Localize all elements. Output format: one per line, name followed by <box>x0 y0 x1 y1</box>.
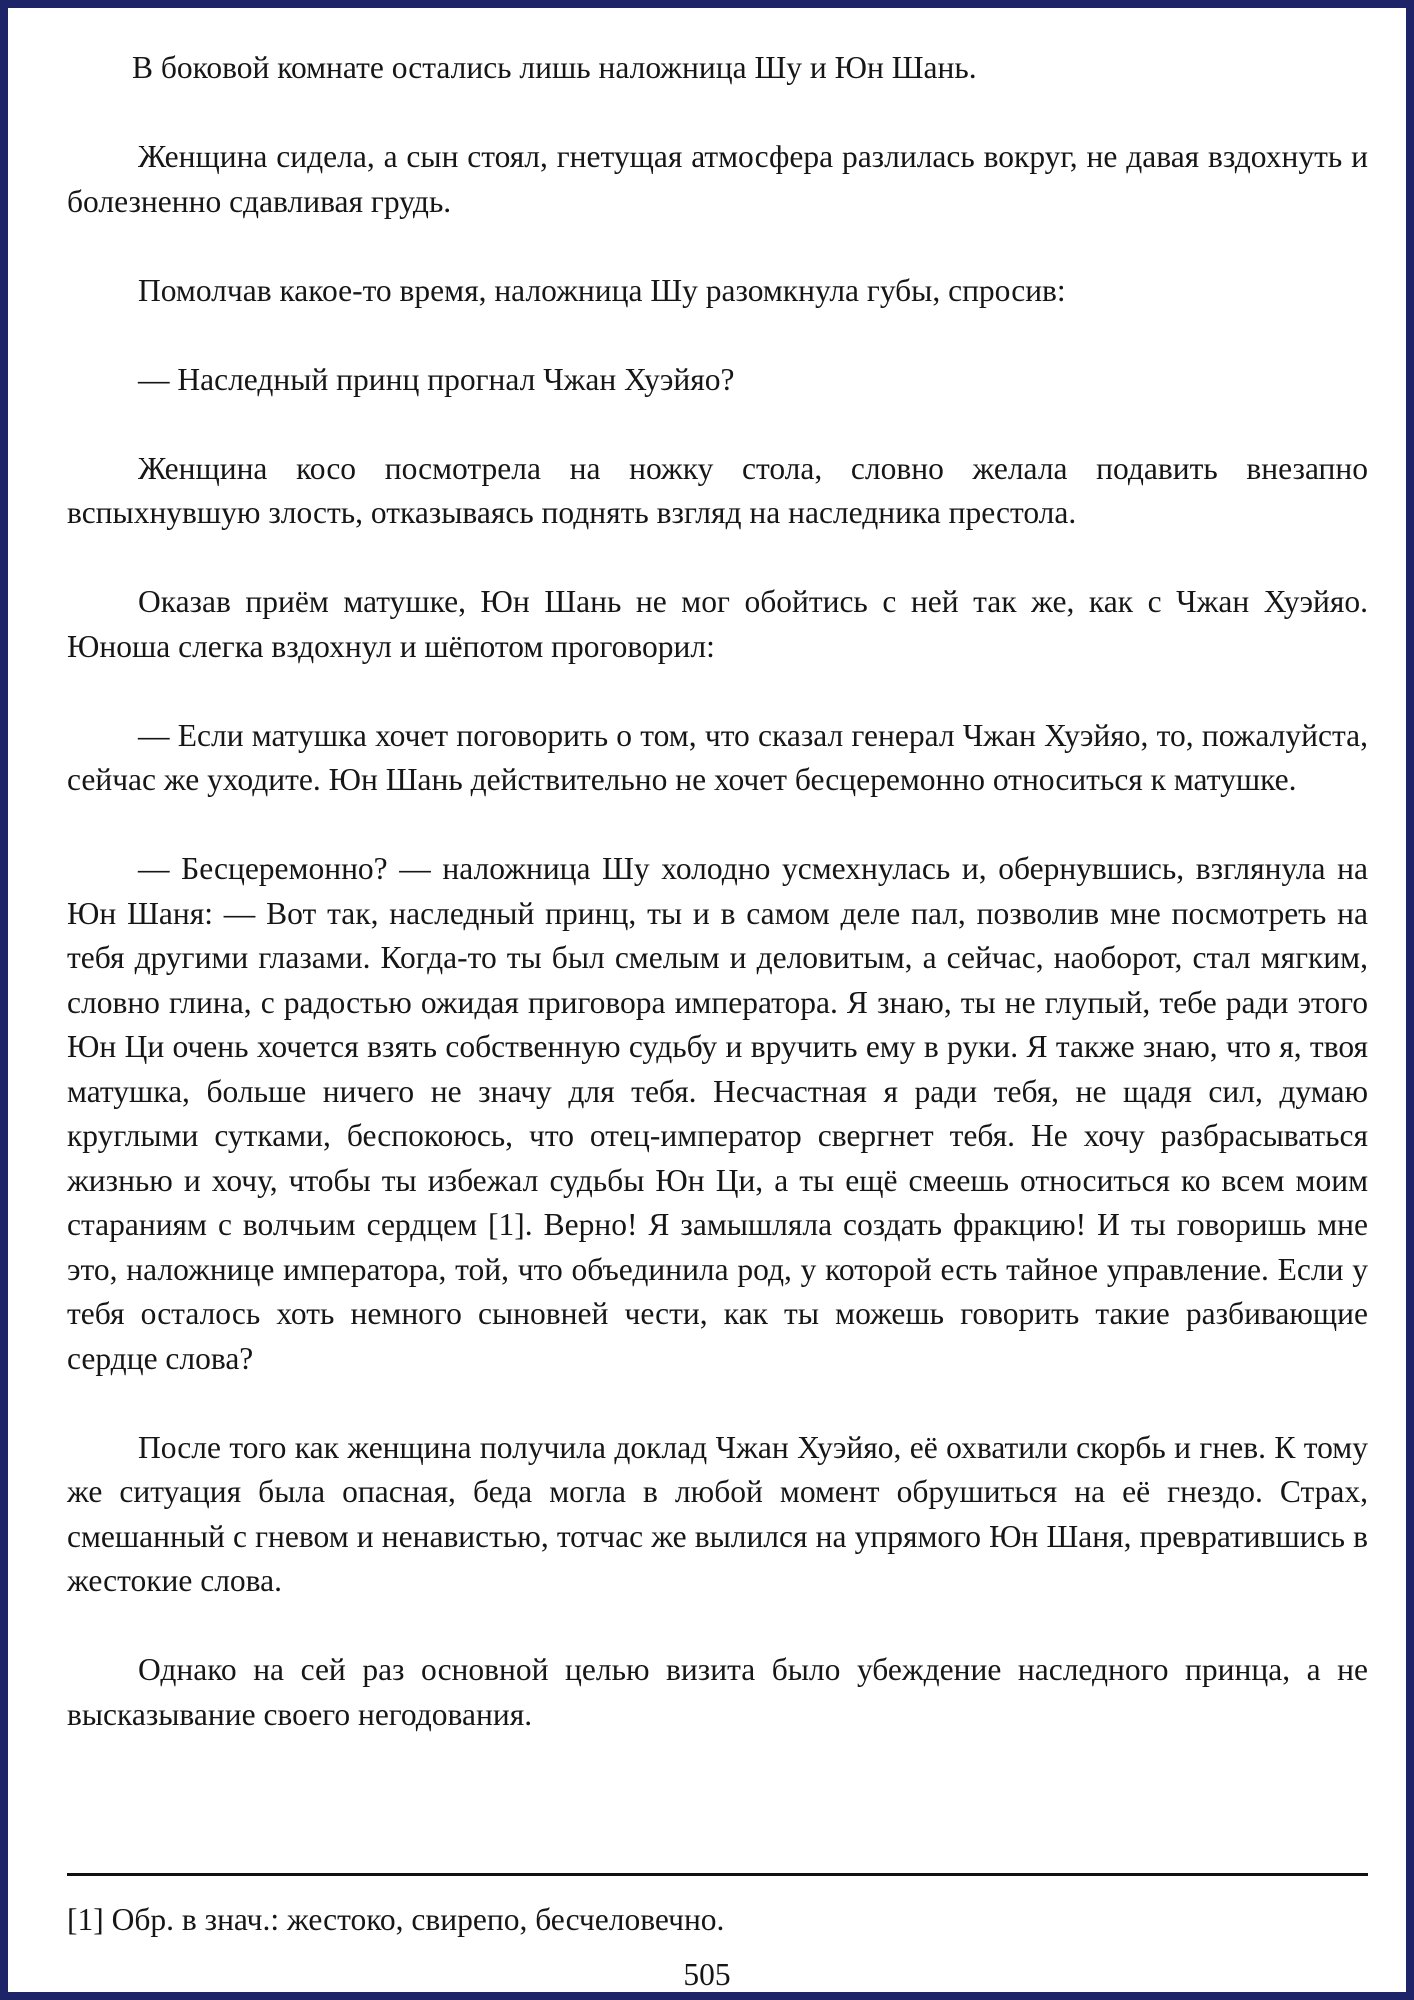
footnote-divider <box>67 1873 1368 1876</box>
page-number: 505 <box>683 1957 731 1992</box>
paragraph-6: Оказав приём матушке, Юн Шань не мог обойтись с ней так же, как с Чжан Хуэйяо. Юноша слегка вздохнул и шёпотом проговорил: <box>67 584 1368 664</box>
paragraph-7: — Если матушка хочет поговорить о том, что сказал генерал Чжан Хуэйяо, то, пожалуйста, сейчас же уходите. Юн Шань действительно не хочет бесцеремонно относиться к матушке. <box>67 717 1368 797</box>
paragraph-1: В боковой комнате остались лишь наложница Шу и Юн Шань. <box>132 50 977 85</box>
footnote: [1] Обр. в знач.: жестоко, свирепо, бесчеловечно. <box>67 1902 725 1937</box>
paragraph-9: После того как женщина получила доклад Чжан Хуэйяо, её охватили скорбь и гнев. К тому же ситуация была опасная, беда могла в любой момент обрушиться на её гнездо. Страх, смешанный с гневом и ненавистью, тотчас же вылился на упрямого Юн Шаня, превратившись в жестокие слова. <box>67 1429 1368 1598</box>
paragraph-4: — Наследный принц прогнал Чжан Хуэйяо? <box>138 361 735 397</box>
paragraph-8: — Бесцеремонно? — наложница Шу холодно усмехнулась и, обернувшись, взглянула на Юн Шаня: — Вот так, наследный принц, ты и в самом деле пал, позволив мне посмотреть на тебя другими глазами. Когда-то ты был смелым и деловитым, а сейчас, наоборот, стал мягким, словно глина, с радостью ожидая приговора императора. Я знаю, ты не глупый, тебе ради этого Юн Ци очень хочется взять собственную судьбу и вручить ему в руки. Я также знаю, что я, твоя матушка, больше ничего не значу для тебя. Несчастная я ради тебя, не щадя сил, думаю круглыми сутками, беспокоюсь, что отец-император свергнет тебя. Не хочу разбрасываться жизнью и хочу, чтобы ты избежал судьбы Юн Ци, а ты ещё смеешь относиться ко всем моим стараниям с волчьим сердцем [1]. Верно! Я замышляла создать фракцию! И ты говоришь мне это, наложнице императора, той, что объединила род, у которой есть тайное управление. Если у тебя осталось хоть немного сыновней чести, как ты можешь говорить такие разбивающие сердце слова? <box>67 851 1368 1376</box>
paragraph-10: Однако на сей раз основной целью визита было убеждение наследного принца, а не высказывание своего негодования. <box>67 1652 1368 1732</box>
page-body <box>67 46 1368 1737</box>
paragraph-5: Женщина косо посмотрела на ножку стола, словно желала подавить внезапно вспыхнувшую злость, отказываясь поднять взгляд на наследника престола. <box>67 450 1368 530</box>
paragraph-3: Помолчав какое-то время, наложница Шу разомкнула губы, спросив: <box>138 272 1066 308</box>
paragraph-2: Женщина сидела, а сын стоял, гнетущая атмосфера разлилась вокруг, не давая вздохнуть и болезненно сдавливая грудь. <box>67 139 1368 219</box>
